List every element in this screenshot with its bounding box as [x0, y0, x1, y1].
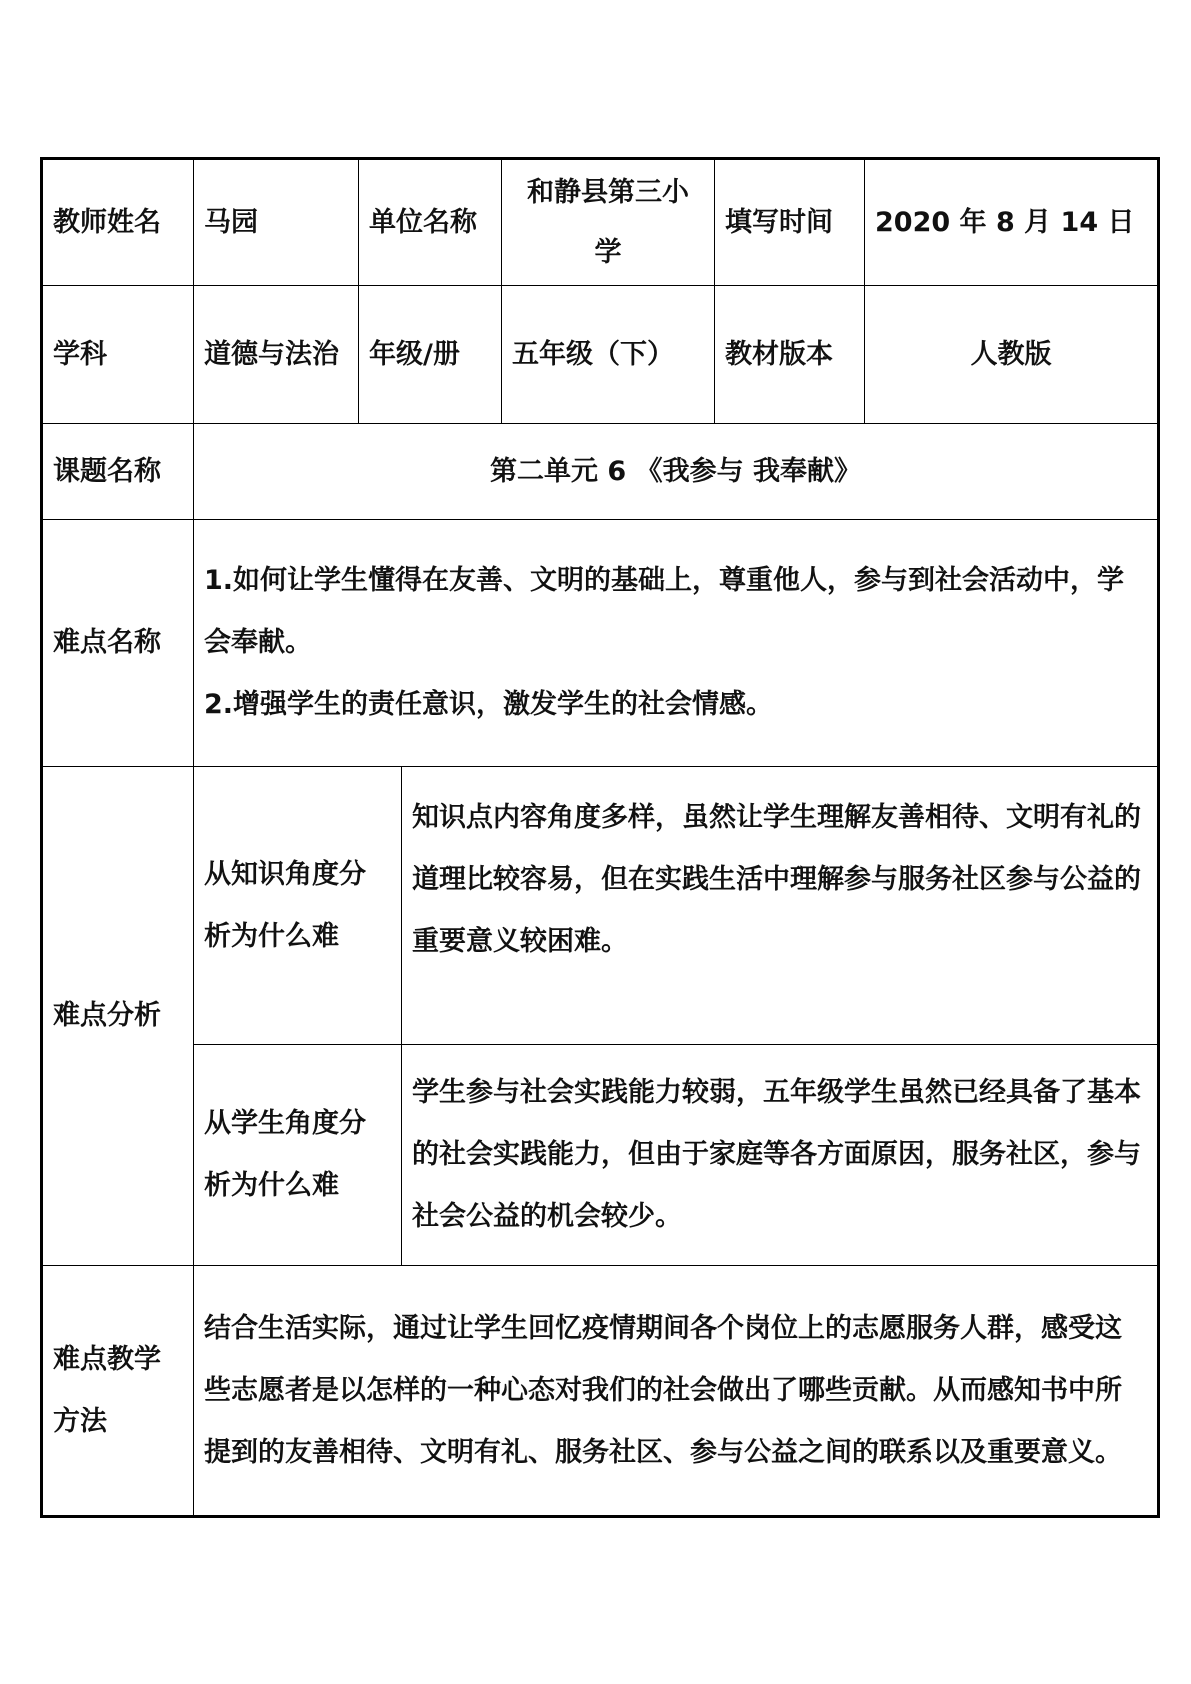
lesson-title: 第二单元 6 《我参与 我奉献》 [194, 424, 1159, 520]
teacher-name: 马园 [194, 159, 359, 286]
unit-label: 单位名称 [359, 159, 502, 286]
edition-label: 教材版本 [715, 286, 865, 424]
student-angle-text: 学生参与社会实践能力较弱，五年级学生虽然已经具备了基本的社会实践能力，但由于家庭等各方面原因，服务社区，参与社会公益的机会较少。 [402, 1045, 1159, 1266]
difficulty-line-1: 1.如何让学生懂得在友善、文明的基础上，尊重他人，参与到社会活动中，学会奉献。 [204, 565, 1125, 658]
date-label: 填写时间 [715, 159, 865, 286]
method-label: 难点教学方法 [42, 1266, 194, 1517]
method-text: 结合生活实际，通过让学生回忆疫情期间各个岗位上的志愿服务人群，感受这些志愿者是以怎样的一种心态对我们的社会做出了哪些贡献。从而感知书中所提到的友善相待、文明有礼、服务社区、参与公益之间的联系以及重要意义。 [194, 1266, 1159, 1517]
analysis-knowledge-row [42, 767, 1159, 1045]
date-value: 2020 年 8 月 14 日 [865, 159, 1159, 286]
analysis-label: 难点分析 [42, 767, 194, 1266]
difficulty-label: 难点名称 [42, 520, 194, 767]
title-label: 课题名称 [42, 424, 194, 520]
difficulty-content [194, 520, 1159, 767]
subject-label: 学科 [42, 286, 194, 424]
difficulty-line-2: 2.增强学生的责任意识，激发学生的社会情感。 [204, 689, 774, 720]
student-angle-label: 从学生角度分析为什么难 [194, 1045, 402, 1266]
method-row [42, 1266, 1159, 1517]
grade-value: 五年级（下） [502, 286, 715, 424]
difficulty-row [42, 520, 1159, 767]
lesson-form-table [40, 157, 1160, 1518]
analysis-student-row [42, 1045, 1159, 1266]
lesson-form-document [40, 157, 1157, 1518]
subject-row [42, 286, 1159, 424]
header-row [42, 159, 1159, 286]
knowledge-angle-text: 知识点内容角度多样，虽然让学生理解友善相待、文明有礼的道理比较容易，但在实践生活中理解参与服务社区参与公益的重要意义较困难。 [402, 767, 1159, 1045]
edition-value: 人教版 [865, 286, 1159, 424]
grade-label: 年级/册 [359, 286, 502, 424]
teacher-label: 教师姓名 [42, 159, 194, 286]
subject-value: 道德与法治 [194, 286, 359, 424]
knowledge-angle-label: 从知识角度分析为什么难 [194, 767, 402, 1045]
title-row [42, 424, 1159, 520]
unit-name: 和静县第三小学 [502, 159, 715, 286]
